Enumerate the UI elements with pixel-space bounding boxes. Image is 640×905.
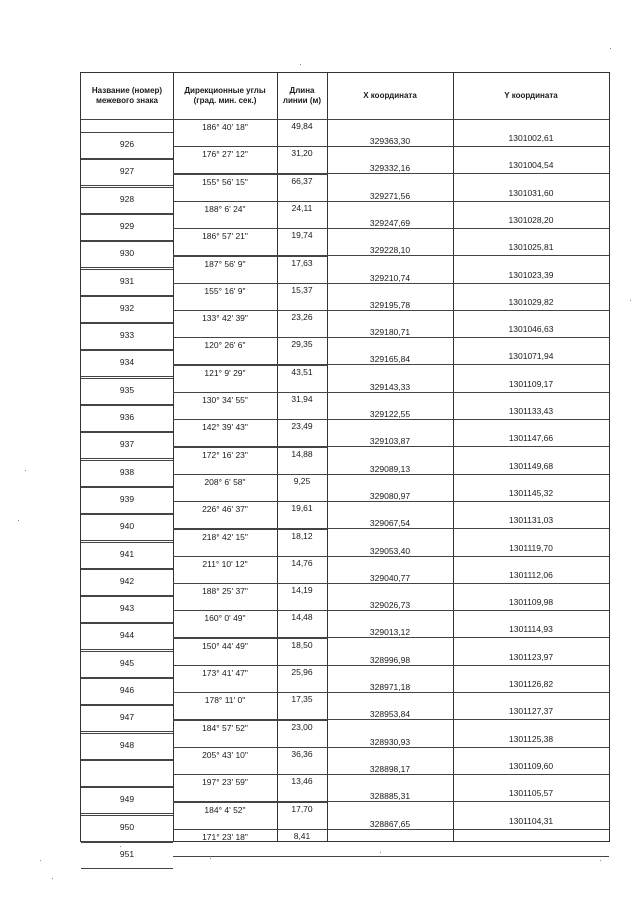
row-divider-segment [173, 146, 327, 147]
line-length: 19,61 [291, 503, 313, 514]
y-coordinate: 1301125,38 [508, 733, 554, 744]
boundary-mark-name: 949 [119, 794, 135, 805]
row-divider-segment [173, 283, 327, 284]
boundary-mark-name: 930 [119, 248, 135, 259]
x-coordinate: 329080,97 [369, 490, 411, 501]
header-length: Длина линии (м) [282, 86, 322, 105]
row-divider-name [81, 759, 173, 760]
x-coordinate: 328885,31 [369, 791, 411, 802]
x-coordinate: 329271,56 [369, 190, 411, 201]
direction-angle: 184° 57' 52" [202, 722, 248, 733]
row-divider-name [81, 187, 173, 188]
direction-angle: 120° 26' 6" [204, 340, 246, 351]
row-divider-segment [173, 255, 327, 256]
row-divider-segment [173, 692, 327, 693]
row-divider-name [81, 159, 173, 160]
y-coordinate: 1301147,66 [508, 433, 554, 444]
row-divider-segment [173, 556, 327, 557]
row-divider-name [81, 185, 173, 186]
x-coordinate: 329026,73 [369, 600, 411, 611]
row-divider-name [81, 705, 173, 706]
row-divider-segment [173, 665, 327, 666]
row-divider-name [81, 540, 173, 541]
direction-angle: 133° 42' 39" [202, 313, 248, 324]
line-length: 66,37 [291, 175, 313, 186]
direction-angle: 171° 23' 18" [202, 831, 248, 842]
y-coordinate: 1301145,32 [508, 487, 554, 498]
boundary-mark-name: 933 [119, 330, 135, 341]
row-divider-name [81, 405, 173, 406]
y-coordinate: 1301133,43 [508, 406, 554, 416]
column-divider [327, 73, 328, 841]
line-length: 14,19 [291, 585, 313, 596]
line-length: 8,41 [293, 830, 311, 841]
boundary-mark-name: 944 [119, 630, 135, 641]
row-divider-segment [173, 610, 327, 611]
row-divider-name [81, 622, 173, 623]
boundary-mark-name: 945 [119, 657, 135, 668]
row-divider-name [81, 460, 173, 461]
direction-angle: 184° 4' 52" [204, 804, 246, 815]
row-divider-coordinate [327, 829, 609, 830]
row-divider-coordinate [327, 637, 609, 638]
x-coordinate: 328930,93 [369, 736, 411, 747]
y-coordinate: 1301126,82 [508, 679, 554, 689]
row-divider-segment [173, 501, 327, 502]
boundary-mark-name: 939 [119, 493, 135, 504]
y-coordinate: 1301109,98 [508, 597, 554, 608]
row-divider-name [81, 432, 173, 433]
row-divider-segment [173, 310, 327, 311]
row-divider-name [81, 623, 173, 624]
boundary-mark-name: 927 [119, 166, 135, 177]
row-divider-segment [173, 583, 327, 584]
row-divider-coordinate [327, 474, 609, 475]
direction-angle: 205° 43' 10" [202, 749, 248, 760]
scan-speck [610, 48, 611, 49]
direction-angle: 176° 27' 12" [202, 149, 248, 160]
direction-angle: 178° 11' 0" [204, 695, 246, 706]
boundary-mark-name: 941 [119, 548, 135, 559]
x-coordinate: 329067,54 [369, 518, 411, 529]
row-divider-name [81, 349, 173, 350]
direction-angle: 150° 44' 49" [202, 640, 248, 651]
row-divider-segment [173, 446, 327, 447]
row-divider-name [81, 132, 173, 133]
boundary-mark-name: 950 [119, 821, 135, 832]
row-divider-name [81, 458, 173, 459]
row-divider-coordinate [327, 528, 609, 529]
row-divider-name [81, 868, 173, 869]
row-divider-name [81, 158, 173, 159]
boundary-mark-name: 935 [119, 384, 135, 395]
line-length: 25,96 [291, 667, 313, 677]
y-coordinate: 1301025,81 [508, 242, 554, 253]
scan-speck [120, 846, 121, 847]
row-divider-name [81, 842, 173, 843]
y-coordinate: 1301004,54 [508, 160, 554, 171]
row-divider-segment [173, 528, 327, 529]
y-coordinate: 1301109,17 [508, 378, 554, 389]
direction-angle: 188° 25' 37" [202, 586, 248, 597]
row-divider-name [81, 787, 173, 788]
boundary-mark-name: 932 [119, 302, 135, 313]
row-divider-name [81, 214, 173, 215]
y-coordinate: 1301119,70 [509, 542, 553, 553]
boundary-mark-name: 931 [119, 275, 135, 286]
row-divider-coordinate [327, 692, 609, 693]
row-divider-name [81, 731, 173, 732]
direction-angle: 186° 40' 18" [202, 122, 248, 132]
header-name: Название (номер) межевого знака [91, 86, 163, 105]
row-divider-coordinate [327, 556, 609, 557]
row-divider-coordinate [327, 173, 609, 174]
y-coordinate: 1301031,60 [508, 187, 554, 198]
row-divider-name [81, 704, 173, 705]
x-coordinate: 328971,18 [369, 682, 411, 692]
row-divider-coordinate [327, 446, 609, 447]
boundary-mark-name: 951 [119, 848, 135, 859]
direction-angle: 172° 16' 23" [202, 449, 248, 460]
row-divider-segment [173, 637, 327, 638]
row-divider-name [81, 487, 173, 488]
x-coordinate: 329228,10 [369, 245, 411, 256]
row-divider-segment [173, 173, 327, 174]
x-coordinate: 329103,87 [369, 436, 411, 447]
row-divider-name [81, 404, 173, 405]
row-divider-name [81, 323, 173, 324]
row-divider-coordinate [327, 392, 609, 393]
row-divider-coordinate [327, 774, 609, 775]
y-coordinate: 1301029,82 [508, 296, 554, 307]
row-divider-segment [173, 474, 327, 475]
row-divider-name [81, 350, 173, 351]
direction-angle: 208° 6' 58" [204, 476, 246, 487]
row-divider-name [81, 786, 173, 787]
row-divider-name [81, 514, 173, 515]
row-divider-name [81, 569, 173, 570]
row-divider-segment [173, 228, 327, 229]
row-divider-segment [173, 747, 327, 748]
direction-angle: 226° 46' 37" [202, 504, 248, 515]
line-length: 29,35 [291, 339, 313, 350]
y-coordinate: 1301131,03 [508, 515, 554, 526]
row-divider-name [81, 513, 173, 514]
direction-angle: 155° 16' 9" [204, 285, 246, 296]
x-coordinate: 329143,33 [369, 381, 411, 392]
x-coordinate: 328996,98 [369, 654, 411, 665]
boundary-mark-name: 928 [119, 193, 135, 204]
row-divider-coordinate [327, 665, 609, 666]
x-coordinate: 329089,13 [369, 463, 411, 474]
row-divider-name [81, 677, 173, 678]
line-length: 23,26 [291, 312, 313, 323]
line-length: 14,48 [291, 612, 313, 623]
x-coordinate: 329180,71 [369, 327, 411, 338]
row-divider-coordinate [327, 856, 609, 857]
scan-speck [300, 64, 301, 65]
scan-speck [52, 878, 53, 879]
line-length: 23,00 [291, 721, 313, 732]
row-divider-coordinate [327, 283, 609, 284]
boundary-mark-name: 943 [119, 603, 135, 614]
direction-angle: 186° 57' 21" [202, 231, 248, 242]
x-coordinate: 329122,55 [369, 409, 411, 419]
y-coordinate: 1301123,97 [508, 651, 554, 662]
row-divider-name [81, 813, 173, 814]
line-length: 43,51 [291, 366, 313, 377]
boundary-mark-name: 947 [119, 712, 135, 723]
row-divider-segment [173, 801, 327, 802]
boundary-mark-name: 934 [119, 357, 135, 368]
row-divider-name [81, 267, 173, 268]
row-divider-name [81, 733, 173, 734]
row-divider-segment [173, 856, 327, 857]
row-divider-name [81, 595, 173, 596]
x-coordinate: 329040,77 [369, 572, 411, 583]
boundary-mark-name: 940 [119, 521, 135, 532]
y-coordinate: 1301071,94 [508, 351, 554, 362]
header-divider [81, 119, 609, 120]
scan-speck [40, 860, 41, 861]
line-length: 49,84 [291, 121, 313, 131]
row-divider-name [81, 815, 173, 816]
boundary-mark-name: 937 [119, 439, 135, 450]
line-length: 18,50 [291, 639, 313, 650]
direction-angle: 187° 56' 9" [204, 258, 246, 269]
boundary-mark-name: 942 [119, 575, 135, 586]
row-divider-coordinate [327, 364, 609, 365]
line-length: 31,20 [291, 148, 313, 159]
row-divider-segment [173, 719, 327, 720]
row-divider-name [81, 376, 173, 377]
x-coordinate: 328898,17 [369, 763, 411, 774]
header-angle: Дирекционные углы (град. мин. сек.) [184, 86, 266, 105]
scan-speck [630, 300, 631, 301]
boundary-mark-name: 946 [119, 685, 135, 695]
row-divider-coordinate [327, 337, 609, 338]
row-divider-coordinate [327, 146, 609, 147]
row-divider-segment [173, 337, 327, 338]
x-coordinate: 329013,12 [369, 627, 411, 638]
y-coordinate: 1301104,31 [508, 815, 554, 826]
x-coordinate: 329332,16 [369, 163, 411, 174]
row-divider-name [81, 378, 173, 379]
row-divider-coordinate [327, 310, 609, 311]
scan-speck [18, 520, 19, 521]
row-divider-name [81, 678, 173, 679]
row-divider-coordinate [327, 747, 609, 748]
row-divider-coordinate [327, 228, 609, 229]
x-coordinate: 329053,40 [369, 545, 411, 556]
line-length: 19,74 [291, 230, 313, 241]
direction-angle: 211° 10' 12" [202, 558, 248, 569]
y-coordinate: 1301023,39 [508, 269, 554, 280]
row-divider-coordinate [327, 719, 609, 720]
y-coordinate: 1301105,57 [508, 788, 554, 799]
y-coordinate: 1301109,60 [508, 760, 554, 771]
x-coordinate: 329210,74 [369, 272, 411, 283]
line-length: 36,36 [291, 748, 313, 759]
boundary-mark-name: 936 [119, 412, 135, 422]
row-divider-coordinate [327, 610, 609, 611]
boundary-mark-name: 926 [119, 139, 135, 149]
line-length: 24,11 [291, 202, 313, 213]
y-coordinate: 1301046,63 [508, 324, 554, 335]
row-divider-name [81, 596, 173, 597]
row-divider-name [81, 241, 173, 242]
row-divider-name [81, 240, 173, 241]
boundary-mark-name: 929 [119, 220, 135, 231]
x-coordinate: 329165,84 [369, 354, 411, 365]
row-divider-segment [173, 829, 327, 830]
direction-angle: 173° 41' 47" [202, 668, 248, 678]
row-divider-name [81, 296, 173, 297]
line-length: 14,88 [291, 448, 313, 459]
boundary-coordinates-table [80, 72, 610, 859]
row-divider-segment [173, 419, 327, 420]
line-length: 13,46 [291, 776, 313, 787]
y-coordinate: 1301028,20 [508, 214, 554, 225]
row-divider-segment [173, 392, 327, 393]
y-coordinate: 1301114,93 [509, 624, 553, 635]
row-divider-name [81, 568, 173, 569]
row-divider-coordinate [327, 419, 609, 420]
row-divider-segment [173, 364, 327, 365]
row-divider-coordinate [327, 501, 609, 502]
row-divider-name [81, 760, 173, 761]
row-divider-segment [173, 201, 327, 202]
row-divider-name [81, 542, 173, 543]
row-divider-name [81, 651, 173, 652]
boundary-mark-name [81, 766, 173, 778]
scan-speck [25, 470, 26, 471]
line-length: 17,35 [291, 694, 313, 705]
line-length: 9,25 [293, 475, 311, 486]
y-coordinate: 1301002,61 [508, 133, 554, 143]
header-x: X координата [363, 91, 417, 100]
line-length: 17,70 [291, 803, 313, 814]
direction-angle: 121° 9' 29" [204, 367, 246, 378]
direction-angle: 188° 6' 24" [204, 203, 246, 214]
y-coordinate: 1301149,68 [508, 460, 554, 471]
y-coordinate [453, 842, 609, 854]
row-divider-coordinate [327, 255, 609, 256]
boundary-mark-name: 938 [119, 466, 135, 477]
scan-speck [380, 852, 381, 853]
line-length: 14,76 [291, 557, 313, 568]
x-coordinate: 329195,78 [369, 299, 411, 310]
scan-speck [600, 860, 601, 861]
row-divider-name [81, 269, 173, 270]
row-divider-coordinate [327, 583, 609, 584]
row-divider-coordinate [327, 201, 609, 202]
y-coordinate: 1301112,06 [509, 569, 553, 580]
boundary-mark-name: 948 [119, 739, 135, 750]
direction-angle: 130° 34' 55" [202, 395, 248, 405]
direction-angle: 218° 42' 15" [202, 531, 248, 542]
x-coordinate: 328867,65 [369, 818, 411, 829]
line-length: 23,49 [291, 421, 313, 432]
header-y: Y координата [504, 91, 558, 100]
direction-angle: 142° 39' 43" [202, 422, 248, 433]
line-length: 18,12 [291, 530, 313, 541]
row-divider-name [81, 213, 173, 214]
direction-angle: 160° 0' 49" [204, 613, 246, 624]
row-divider-name [81, 322, 173, 323]
row-divider-name [81, 649, 173, 650]
row-divider-name [81, 295, 173, 296]
line-length: 15,37 [291, 284, 313, 295]
y-coordinate: 1301127,37 [508, 706, 554, 717]
row-divider-segment [173, 774, 327, 775]
direction-angle: 155° 56' 15" [202, 176, 248, 187]
row-divider-name [81, 431, 173, 432]
x-coordinate: 329247,69 [369, 217, 411, 228]
x-coordinate: 329363,30 [369, 136, 411, 146]
x-coordinate: 328953,84 [369, 709, 411, 720]
row-divider-name [81, 841, 173, 842]
line-length: 17,63 [291, 257, 313, 268]
scan-speck [210, 858, 211, 859]
direction-angle: 197° 23' 59" [202, 777, 248, 788]
line-length: 31,94 [291, 394, 313, 404]
row-divider-coordinate [327, 801, 609, 802]
row-divider-name [81, 486, 173, 487]
